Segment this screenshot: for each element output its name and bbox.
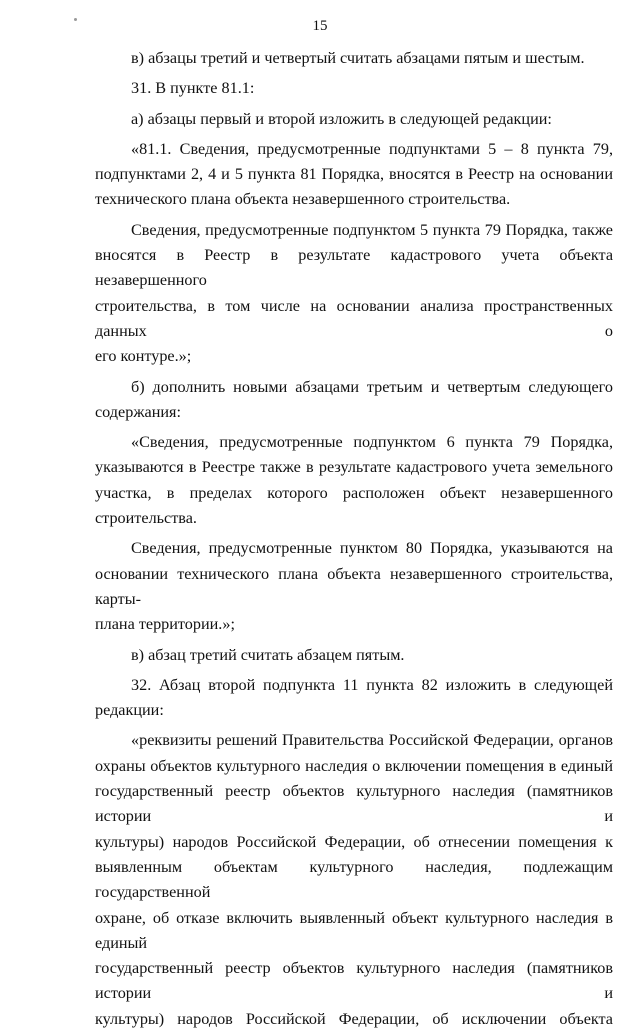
text-line: основании технического плана объекта незавершенного строительства, карты- <box>95 564 613 608</box>
text-line: строительства, в том числе на основании анализа пространственных данных о <box>95 296 613 340</box>
text-line: строительства. <box>95 509 197 528</box>
text-line: «Сведения, предусмотренные подпунктом 6 пункта 79 Порядка, <box>131 433 613 452</box>
text-line: охране, об отказе включить выявленный объект культурного наследия в единый <box>95 908 613 952</box>
text-line: плана территории.»; <box>95 615 235 634</box>
text-line: охраны объектов культурного наследия о включении помещения в единый <box>95 756 613 775</box>
text-line: культуры) народов Российской Федерации, об исключении объекта <box>95 1009 613 1028</box>
text-line: «81.1. Сведения, предусмотренные подпунктами 5 – 8 пункта 79, <box>131 139 613 158</box>
text-line: вносятся в Реестр в результате кадастрового учета объекта незавершенного <box>95 246 613 290</box>
paragraph <box>95 137 613 213</box>
paragraph <box>95 430 613 531</box>
text-line: «реквизиты решений Правительства Российской Федерации, органов <box>131 731 613 750</box>
text-line: в) абзац третий считать абзацем пятым. <box>131 645 405 664</box>
paragraph <box>95 673 613 724</box>
paragraph <box>95 107 613 132</box>
paragraph <box>95 46 613 71</box>
text-line: б) дополнить новыми абзацами третьим и четвертым следующего <box>131 377 613 396</box>
text-line: государственный реестр объектов культурного наследия (памятников истории и <box>95 959 613 1003</box>
paragraph <box>95 375 613 426</box>
text-line: участка, в пределах которого расположен объект незавершенного <box>95 483 613 502</box>
text-line: Сведения, предусмотренные пунктом 80 Порядка, указываются на <box>131 539 613 558</box>
text-line: его контуре.»; <box>95 347 192 366</box>
text-line: указываются в Реестре также в результате кадастрового учета земельного <box>95 458 613 477</box>
paragraph <box>95 536 613 637</box>
paragraph <box>95 728 613 1032</box>
paragraph <box>95 643 613 668</box>
text-line: редакции: <box>95 701 164 720</box>
page-number: 15 <box>312 18 328 34</box>
text-line: содержания: <box>95 402 181 421</box>
text-line: подпунктами 2, 4 и 5 пункта 81 Порядка, вносятся в Реестр на основании <box>95 165 613 184</box>
paragraph <box>95 218 613 370</box>
text-line: культуры) народов Российской Федерации, об отнесении помещения к <box>95 832 613 851</box>
text-line: технического плана объекта незавершенного строительства. <box>95 190 511 209</box>
text-line: выявленным объектам культурного наследия, подлежащим государственной <box>95 857 613 902</box>
document-body <box>95 46 613 1032</box>
text-line: Сведения, предусмотренные подпунктом 5 пункта 79 Порядка, также <box>131 220 613 239</box>
paragraph <box>95 76 613 101</box>
text-line: 32. Абзац второй подпункта 11 пункта 82 изложить в следующей <box>131 675 613 694</box>
text-line: государственный реестр объектов культурного наследия (памятников истории и <box>95 782 613 826</box>
text-line: 31. В пункте 81.1: <box>131 79 255 98</box>
text-line: в) абзацы третий и четвертый считать абзацами пятым и шестым. <box>131 49 585 67</box>
text-line: а) абзацы первый и второй изложить в следующей редакции: <box>131 109 552 128</box>
